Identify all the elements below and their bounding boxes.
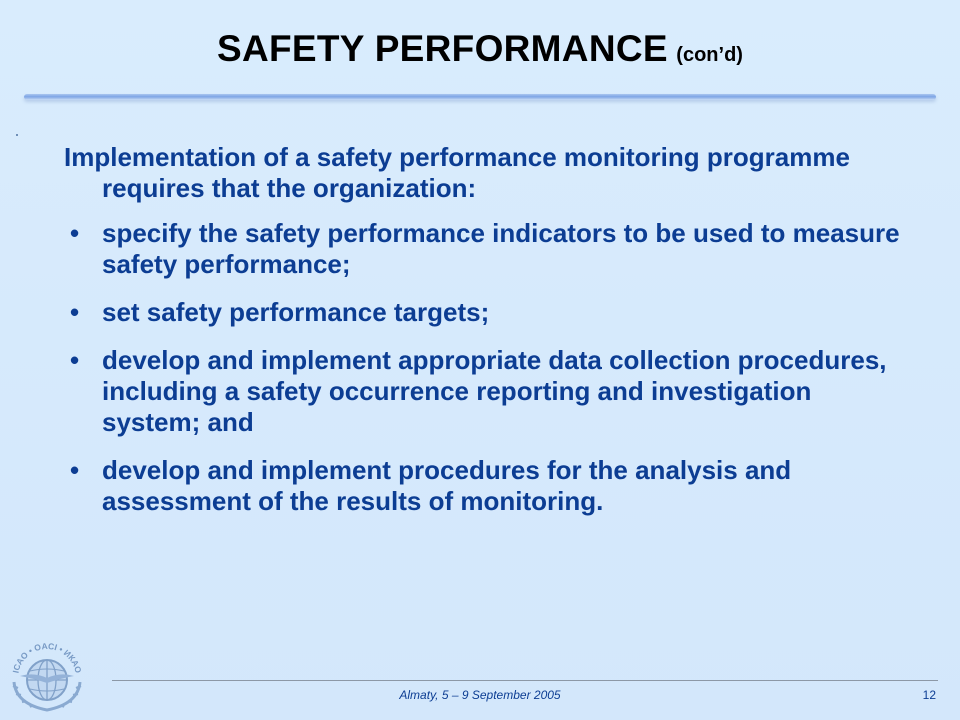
bullet-list <box>64 218 914 517</box>
footer-divider <box>112 680 938 681</box>
bullet-text: develop and implement appropriate data collection procedures, including a safety occurrence reporting and investigation system; and <box>102 345 887 437</box>
bullet-text: set safety performance targets; <box>102 297 490 327</box>
page-number: 12 <box>922 688 936 702</box>
bullet-text: specify the safety performance indicators to be used to measure safety performance; <box>102 218 900 279</box>
intro-paragraph: Implementation of a safety performance monitoring programme requires that the organization: <box>64 142 850 203</box>
bullet-item <box>64 297 914 328</box>
title-divider <box>24 94 936 100</box>
slide-body <box>64 142 914 534</box>
bullet-item <box>64 455 914 517</box>
bullet-item <box>64 218 914 280</box>
slide-title <box>0 28 960 70</box>
slide-title-main: SAFETY PERFORMANCE <box>217 28 668 69</box>
bullet-icon: • <box>70 297 80 327</box>
decorative-dot <box>16 134 18 136</box>
bullet-item <box>64 345 914 438</box>
logo-lettering: ICAO • OACI • ИКАО <box>10 640 84 675</box>
footer-location-date: Almaty, 5 – 9 September 2005 <box>399 688 561 702</box>
bullet-icon: • <box>70 455 80 485</box>
bullet-icon: • <box>70 345 80 375</box>
bullet-text: develop and implement procedures for the analysis and assessment of the results of monitoring. <box>102 455 792 516</box>
slide-title-suffix: (con’d) <box>676 44 743 66</box>
bullet-icon: • <box>70 218 80 248</box>
icao-emblem-icon <box>4 638 90 716</box>
